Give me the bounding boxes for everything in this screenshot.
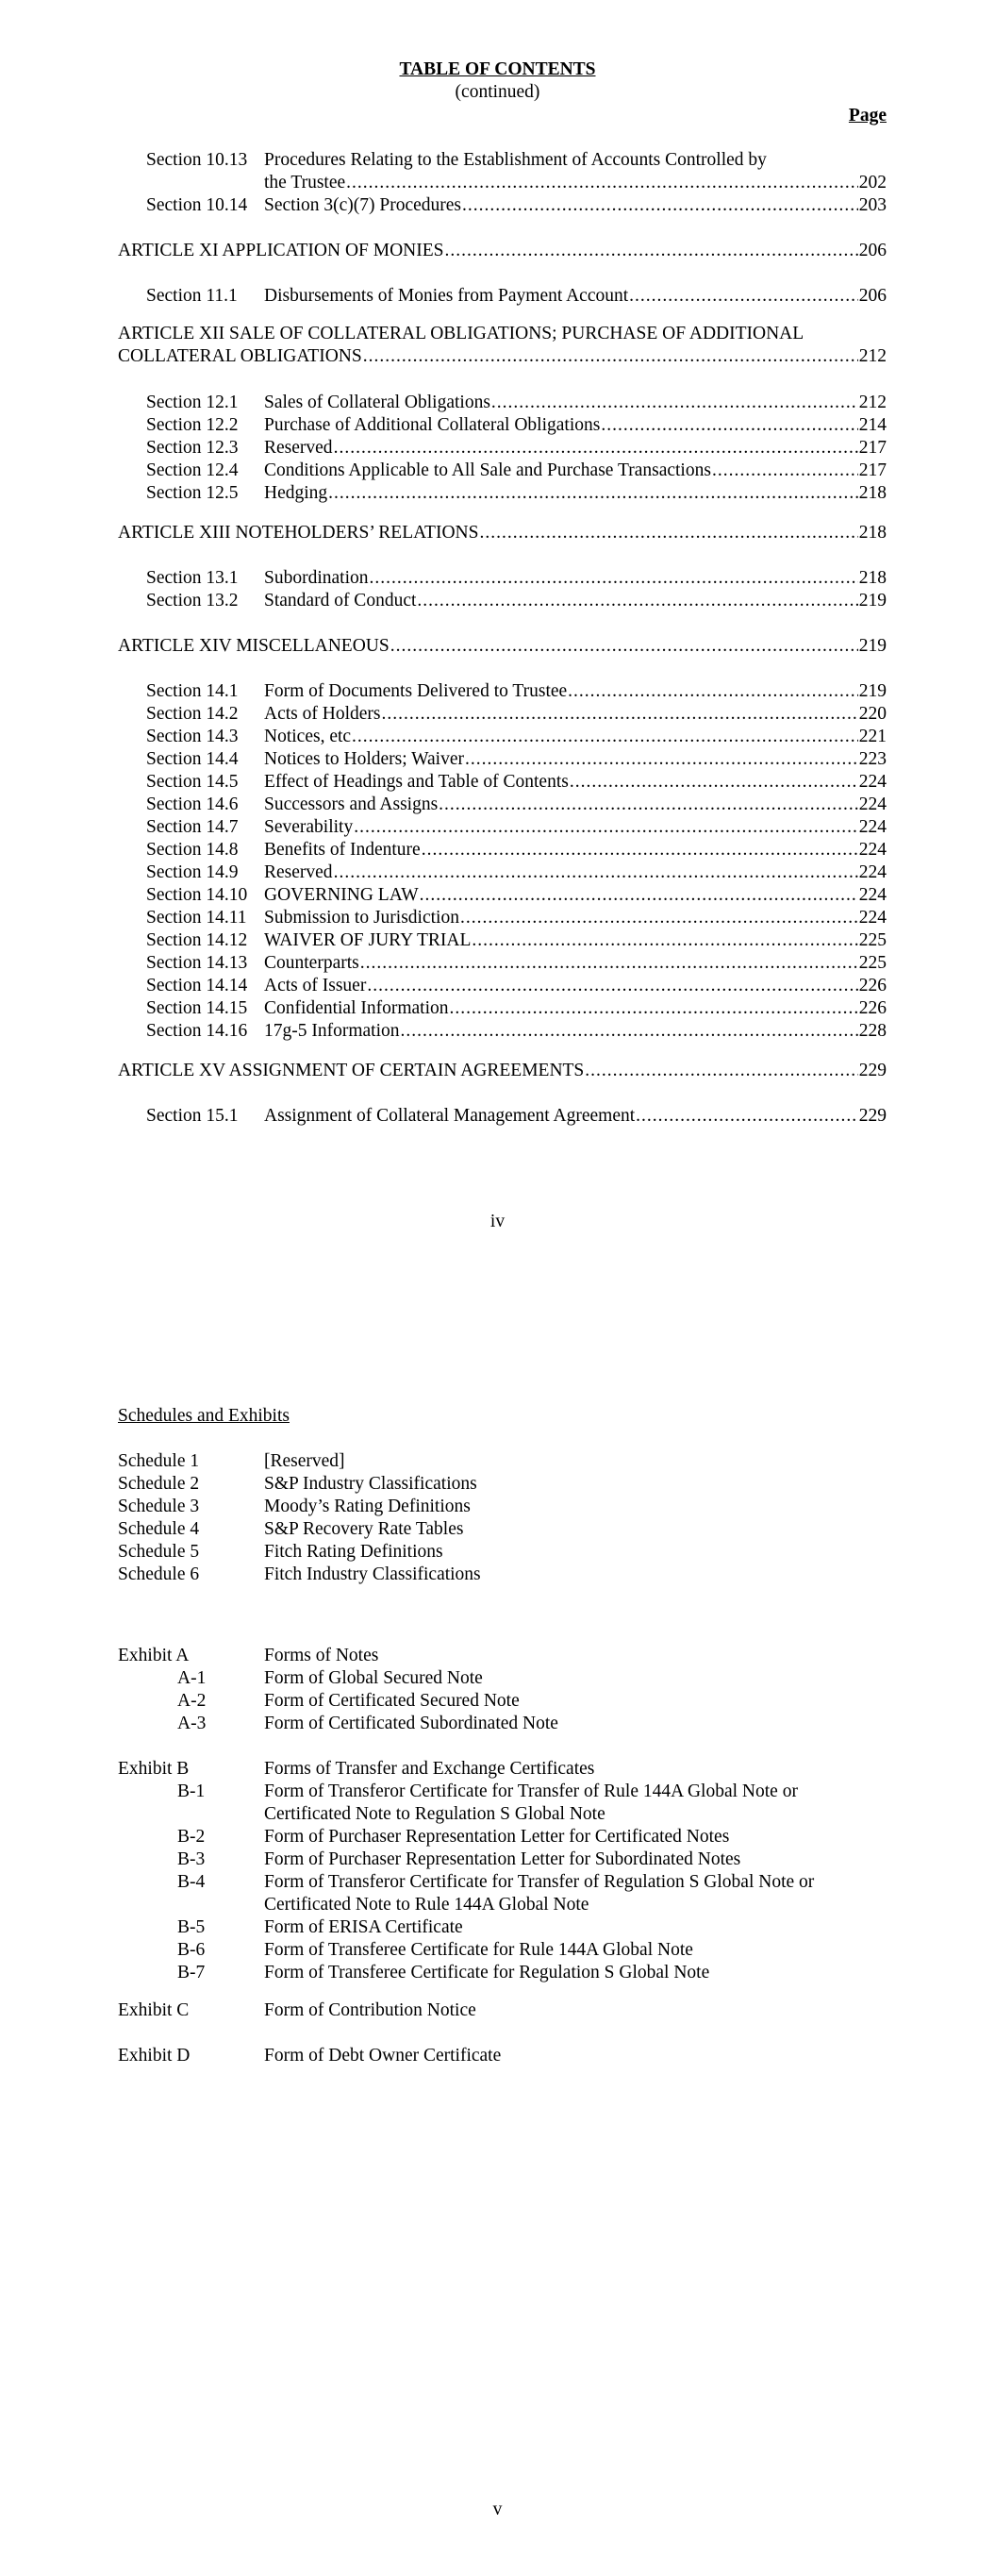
entry-title: Section 3(c)(7) Procedures: [264, 195, 462, 215]
entry-page: 219: [858, 591, 887, 611]
entry-page: 224: [858, 862, 887, 882]
page-number: v: [492, 2500, 503, 2519]
section-number: Section 13.2: [146, 591, 239, 611]
entry-page: 206: [858, 241, 887, 260]
schedule-title: S&P Industry Classifications: [264, 1474, 477, 1494]
dot-leader: [479, 522, 857, 544]
section-number: Section 14.13: [146, 953, 248, 973]
entry-title: Notices, etc: [264, 727, 352, 746]
section-number: Section 14.15: [146, 998, 248, 1018]
section-number: Section 14.10: [146, 885, 248, 905]
dot-leader: [491, 392, 858, 414]
section-number: Section 14.8: [146, 840, 239, 860]
exhibit-sub-title: Form of Purchaser Representation Letter for Subordinated Notes: [264, 1849, 741, 1869]
dot-leader: [450, 997, 858, 1020]
section-number: Section 14.2: [146, 704, 239, 724]
entry-title: Reserved: [264, 438, 333, 458]
schedule-title: Moody’s Rating Definitions: [264, 1497, 471, 1516]
schedule-label: Schedule 6: [118, 1564, 200, 1584]
entry-title: Disbursements of Monies from Payment Account: [264, 286, 629, 306]
entry-page: 224: [858, 817, 887, 837]
schedule-title: Fitch Rating Definitions: [264, 1542, 443, 1562]
exhibit-sub-label: A-2: [177, 1691, 207, 1711]
schedule-label: Schedule 2: [118, 1474, 200, 1494]
entry-page: 219: [858, 636, 887, 656]
dot-leader: [422, 839, 858, 861]
entry-title: ARTICLE XV ASSIGNMENT OF CERTAIN AGREEMENTS: [118, 1061, 585, 1080]
entry-page: 226: [858, 976, 887, 995]
schedule-title: [Reserved]: [264, 1451, 345, 1471]
entry-title: COLLATERAL OBLIGATIONS: [118, 346, 362, 366]
entry-page: 218: [858, 568, 887, 588]
exhibit-sub-title: Form of Purchaser Representation Letter for Certificated Notes: [264, 1827, 730, 1847]
exhibit-title: Form of Contribution Notice: [264, 2000, 476, 2020]
section-number: Section 14.4: [146, 749, 239, 769]
entry-page: 206: [858, 286, 887, 306]
section-number: Section 14.12: [146, 930, 248, 950]
entry-page: 212: [858, 346, 887, 366]
dot-leader: [465, 748, 858, 771]
page-number: iv: [489, 1212, 506, 1231]
entry-page: 224: [858, 795, 887, 814]
dot-leader: [328, 482, 858, 505]
dot-leader: [460, 907, 858, 929]
dot-leader: [439, 794, 858, 816]
entry-page: 203: [858, 195, 887, 215]
dot-leader: [420, 884, 858, 907]
entry-title: the Trustee: [264, 173, 346, 192]
entry-page: 217: [858, 438, 887, 458]
dot-leader: [334, 861, 858, 884]
entry-title: Subordination: [264, 568, 369, 588]
toc-title: TABLE OF CONTENTS: [399, 59, 596, 79]
dot-leader: [370, 567, 858, 590]
entry-title: Acts of Issuer: [264, 976, 367, 995]
section-number: Section 14.16: [146, 1021, 248, 1041]
entry-title-line: Procedures Relating to the Establishment of Accounts Controlled by: [264, 150, 767, 170]
section-number: Section 14.5: [146, 772, 239, 792]
entry-title: Successors and Assigns: [264, 795, 439, 814]
schedule-title: S&P Recovery Rate Tables: [264, 1519, 464, 1539]
dot-leader: [462, 194, 858, 217]
exhibit-sub-title: Form of Certificated Subordinated Note: [264, 1714, 558, 1733]
entry-page: 225: [858, 930, 887, 950]
entry-title: Conditions Applicable to All Sale and Purchase Transactions: [264, 460, 711, 480]
exhibit-title: Forms of Notes: [264, 1646, 379, 1665]
dot-leader: [417, 590, 857, 612]
entry-title: Confidential Information: [264, 998, 449, 1018]
schedule-label: Schedule 3: [118, 1497, 200, 1516]
dot-leader: [601, 414, 857, 437]
exhibit-label: Exhibit B: [118, 1759, 190, 1779]
entry-title: Severability: [264, 817, 354, 837]
dot-leader: [401, 1020, 858, 1043]
dot-leader: [354, 816, 858, 839]
entry-title: Assignment of Collateral Management Agreement: [264, 1106, 636, 1126]
section-number: Section 14.11: [146, 908, 247, 928]
section-number: Section 14.1: [146, 681, 239, 701]
entry-page: 224: [858, 885, 887, 905]
entry-page: 223: [858, 749, 887, 769]
dot-leader: [390, 635, 858, 658]
section-number: Section 13.1: [146, 568, 239, 588]
entry-title: Counterparts: [264, 953, 359, 973]
exhibit-sub-title: Form of ERISA Certificate: [264, 1917, 463, 1937]
entry-page: 224: [858, 840, 887, 860]
entry-title: Benefits of Indenture: [264, 840, 421, 860]
dot-leader: [585, 1060, 857, 1082]
entry-title: 17g-5 Information: [264, 1021, 400, 1041]
entry-page: 202: [858, 173, 887, 192]
section-number: Section 12.1: [146, 393, 239, 412]
entry-title: ARTICLE XI APPLICATION OF MONIES: [118, 241, 444, 260]
dot-leader: [570, 771, 858, 794]
exhibit-title: Forms of Transfer and Exchange Certificates: [264, 1759, 595, 1779]
entry-page: 219: [858, 681, 887, 701]
section-number: Section 12.5: [146, 483, 239, 503]
entry-page: 220: [858, 704, 887, 724]
entry-page: 218: [858, 483, 887, 503]
exhibit-sub-title: Form of Certificated Secured Note: [264, 1691, 520, 1711]
exhibit-sub-label: B-5: [177, 1917, 206, 1937]
dot-leader: [712, 460, 858, 482]
entry-page: 221: [858, 727, 887, 746]
exhibit-sub-title: Certificated Note to Rule 144A Global Note: [264, 1895, 589, 1915]
entry-page: 226: [858, 998, 887, 1018]
section-number: Section 15.1: [146, 1106, 239, 1126]
schedules-page: [0, 1288, 995, 2576]
dot-leader: [360, 952, 858, 975]
exhibit-sub-label: B-6: [177, 1940, 206, 1960]
exhibit-label: Exhibit D: [118, 2046, 191, 2066]
dot-leader: [472, 929, 857, 952]
entry-page: 218: [858, 523, 887, 543]
entry-page: 214: [858, 415, 887, 435]
exhibit-label: Exhibit A: [118, 1646, 190, 1665]
exhibit-sub-title: Form of Global Secured Note: [264, 1668, 483, 1688]
schedule-label: Schedule 4: [118, 1519, 200, 1539]
entry-title: Sales of Collateral Obligations: [264, 393, 490, 412]
entry-title: Standard of Conduct: [264, 591, 417, 611]
section-number: Section 14.14: [146, 976, 248, 995]
entry-title: Submission to Jurisdiction: [264, 908, 459, 928]
exhibit-sub-label: B-2: [177, 1827, 206, 1847]
schedules-heading: Schedules and Exhibits: [118, 1406, 290, 1426]
exhibit-sub-label: B-7: [177, 1963, 206, 1982]
entry-title-line: ARTICLE XII SALE OF COLLATERAL OBLIGATIONS; PURCHASE OF ADDITIONAL: [118, 324, 804, 343]
section-number: Section 14.7: [146, 817, 239, 837]
section-number: Section 10.14: [146, 195, 248, 215]
entry-page: 228: [858, 1021, 887, 1041]
entry-page: 225: [858, 953, 887, 973]
dot-leader: [334, 437, 858, 460]
section-number: Section 12.3: [146, 438, 239, 458]
entry-page: 212: [858, 393, 887, 412]
entry-title: Effect of Headings and Table of Contents: [264, 772, 569, 792]
dot-leader: [367, 975, 857, 997]
entry-title: Acts of Holders: [264, 704, 381, 724]
section-number: Section 14.9: [146, 862, 239, 882]
exhibit-sub-label: B-3: [177, 1849, 206, 1869]
entry-title: Purchase of Additional Collateral Obligations: [264, 415, 601, 435]
section-number: Section 11.1: [146, 286, 238, 306]
section-number: Section 14.3: [146, 727, 239, 746]
entry-title: Reserved: [264, 862, 333, 882]
section-number: Section 14.6: [146, 795, 239, 814]
entry-title: ARTICLE XIV MISCELLANEOUS: [118, 636, 390, 656]
dot-leader: [381, 703, 857, 726]
dot-leader: [568, 680, 858, 703]
section-number: Section 12.2: [146, 415, 239, 435]
schedule-label: Schedule 1: [118, 1451, 200, 1471]
dot-leader: [346, 172, 858, 194]
entry-page: 224: [858, 908, 887, 928]
entry-page: 229: [858, 1106, 887, 1126]
dot-leader: [445, 240, 858, 262]
dot-leader: [363, 345, 858, 368]
entry-title: Notices to Holders; Waiver: [264, 749, 464, 769]
entry-page: 229: [858, 1061, 887, 1080]
schedule-label: Schedule 5: [118, 1542, 200, 1562]
dot-leader: [636, 1105, 858, 1128]
entry-title: ARTICLE XIII NOTEHOLDERS’ RELATIONS: [118, 523, 479, 543]
schedule-title: Fitch Industry Classifications: [264, 1564, 481, 1584]
exhibit-sub-label: B-1: [177, 1781, 206, 1801]
entry-title: WAIVER OF JURY TRIAL: [264, 930, 472, 950]
dot-leader: [352, 726, 858, 748]
exhibit-sub-title: Form of Transferor Certificate for Transfer of Regulation S Global Note or: [264, 1872, 815, 1892]
exhibit-title: Form of Debt Owner Certificate: [264, 2046, 502, 2066]
page-column-header: Page: [848, 106, 887, 125]
section-number: Section 12.4: [146, 460, 239, 480]
section-number: Section 10.13: [146, 150, 248, 170]
exhibit-sub-title: Form of Transferor Certificate for Transfer of Rule 144A Global Note or: [264, 1781, 798, 1801]
entry-page: 217: [858, 460, 887, 480]
exhibit-label: Exhibit C: [118, 2000, 190, 2020]
exhibit-sub-label: A-1: [177, 1668, 207, 1688]
entry-title: Form of Documents Delivered to Trustee: [264, 681, 568, 701]
entry-title: GOVERNING LAW: [264, 885, 419, 905]
exhibit-sub-label: B-4: [177, 1872, 206, 1892]
exhibit-sub-label: A-3: [177, 1714, 207, 1733]
entry-title: Hedging: [264, 483, 328, 503]
dot-leader: [629, 285, 858, 308]
exhibit-sub-title: Form of Transferee Certificate for Regulation S Global Note: [264, 1963, 710, 1982]
exhibit-sub-title: Certificated Note to Regulation S Global Note: [264, 1804, 605, 1824]
exhibit-sub-title: Form of Transferee Certificate for Rule 144A Global Note: [264, 1940, 693, 1960]
toc-subtitle: (continued): [455, 82, 540, 102]
entry-page: 224: [858, 772, 887, 792]
